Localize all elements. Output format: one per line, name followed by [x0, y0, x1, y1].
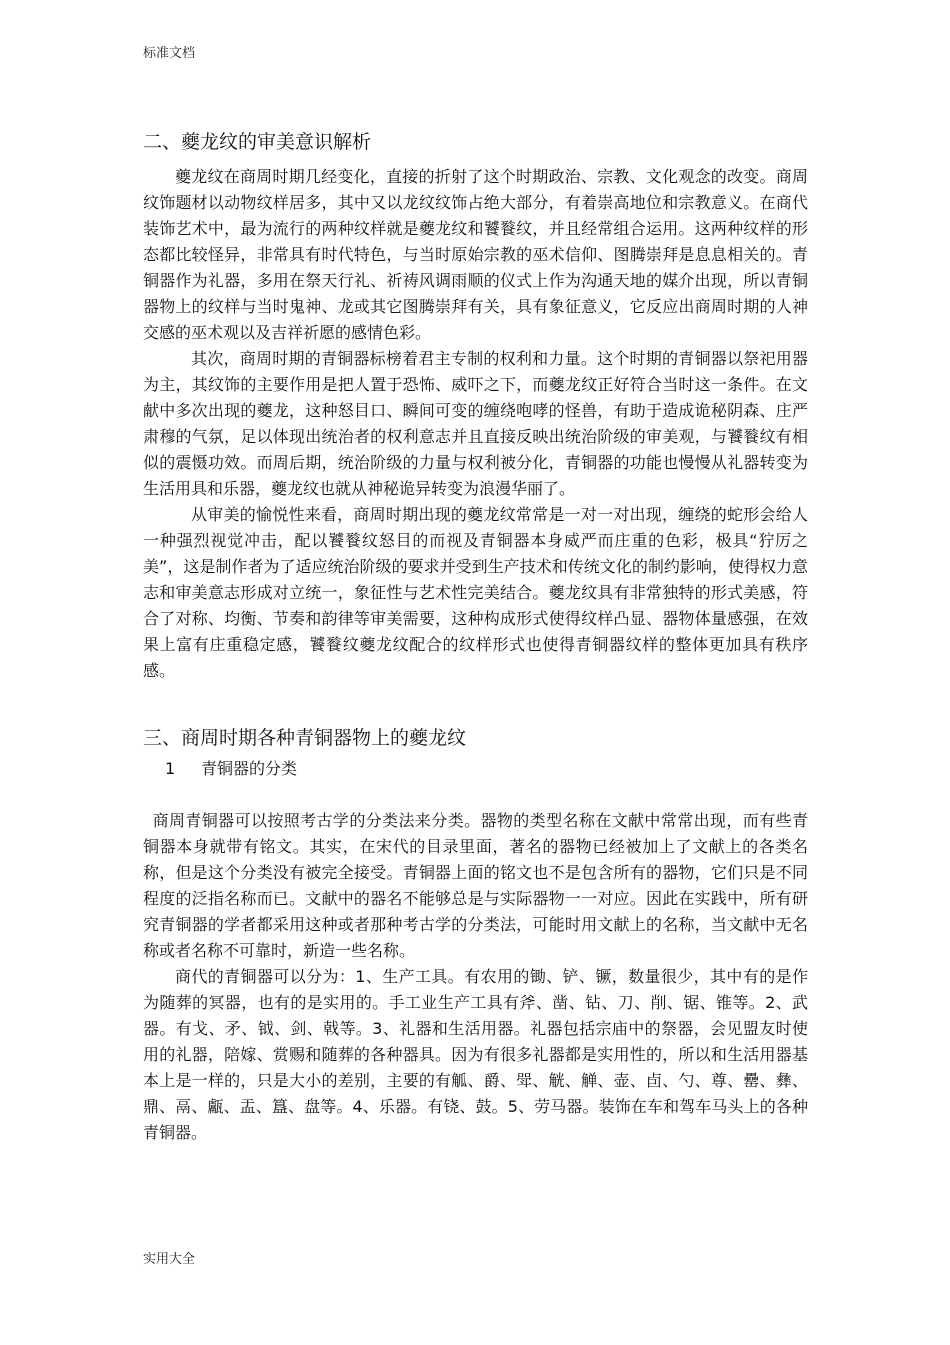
- page-footer: 实用大全: [143, 1252, 196, 1267]
- section-2-paragraph-2: 其次，商周时期的青铜器标榜着君主专制的权利和力量。这个时期的青铜器以祭祀用器为主，其纹饰的主要作用是把人置于恐怖、威吓之下，而夔龙纹正好符合当时这一条件。在文献中多次出现的夔龙，这种怒目口、瞬间可变的缠绕咆哮的怪兽，有助于造成诡秘阴森、庄严肃穆的气氛，足以体现出统治者的权利意志并且直接反映出统治阶级的审美观，与饕餮纹有相似的震慑功效。而周后期，统治阶级的力量与权利被分化，青铜器的功能也慢慢从礼器转变为生活用具和乐器，夔龙纹也就从神秘诡异转变为浪漫华丽了。: [143, 349, 808, 498]
- section-2-title: 二、夔龙纹的审美意识解析: [143, 131, 372, 153]
- section-3-subheading: [165, 756, 808, 782]
- section-2-paragraph-3: 从审美的愉悦性来看，商周时期出现的夔龙纹常常是一对一对出现，缠绕的蛇形会给人一种强烈视觉冲击，配以饕餮纹怒目的而视及青铜器本身威严而庄重的色彩，极具“狞厉之美”，这是制作者为了适应统治阶级的要求并受到生产技术和传统文化的制约影响，使得权力意志和审美意志形成对立统一，象征性与艺术性完美结合。夔龙纹具有非常独特的形式美感，符合了对称、均衡、节奏和韵律等审美需要，这种构成形式使得纹样凸显、器物体量感强，在效果上富有庄重稳定感，饕餮纹夔龙纹配合的纹样形式也使得青铜器纹样的整体更加具有秩序感。: [143, 505, 808, 680]
- subheading-text: 青铜器的分类: [201, 759, 298, 778]
- section-2-paragraph-1: 夔龙纹在商周时期几经变化，直接的折射了这个时期政治、宗教、文化观念的改变。商周纹饰题材以动物纹样居多，其中又以龙纹纹饰占绝大部分，有着崇高地位和宗教意义。在商代装饰艺术中，最为流行的两种纹样就是夔龙纹和饕餮纹，并且经常组合运用。这两种纹样的形态都比较怪异，非常具有时代特色，与当时原始宗教的巫术信仰、图腾崇拜是息息相关的。青铜器作为礼器，多用在祭天行礼、祈祷风调雨顺的仪式上作为沟通天地的媒介出现，所以青铜器物上的纹样与当时鬼神、龙或其它图腾崇拜有关，具有象征意义，它反应出商周时期的人神交感的巫术观以及吉祥祈愿的感情色彩。: [143, 167, 808, 342]
- page-header: 标准文档: [143, 46, 196, 61]
- document-body: [143, 128, 808, 1146]
- section-3-paragraph-2: 商代的青铜器可以分为：1、生产工具。有农用的锄、铲、镢，数量很少，其中有的是作为随葬的冥器，也有的是实用的。手工业生产工具有斧、凿、钻、刀、削、锯、锥等。2、武器。有戈、矛、钺、剑、戟等。3、礼器和生活用器。礼器包括宗庙中的祭器，会见盟友时使用的礼器，陪嫁、赏赐和随葬的各种器具。因为有很多礼器都是实用性的，所以和生活用器基本上是一样的，只是大小的差别，主要的有觚、爵、斝、觥、觯、壶、卣、勺、尊、罍、彝、鼎、鬲、甗、盂、簋、盘等。4、乐器。有铙、鼓。5、劳马器。装饰在车和驾车马头上的各种青铜器。: [143, 967, 808, 1142]
- section-3-title: 三、商周时期各种青铜器物上的夔龙纹: [143, 727, 467, 749]
- subheading-number: 1: [165, 759, 176, 778]
- section-3-paragraph-1: 商周青铜器可以按照考古学的分类法来分类。器物的类型名称在文献中常常出现，而有些青铜器本身就带有铭文。其实，在宋代的目录里面，著名的器物已经被加上了文献上的各类名称，但是这个分类没有被完全接受。青铜器上面的铭文也不是包含所有的器物，它们只是不同程度的泛指名称而已。文献中的器名不能够总是与实际器物一一对应。因此在实践中，所有研究青铜器的学者都采用这种或者那种考古学的分类法，可能时用文献上的名称，当文献中无名称或者名称不可靠时，新造一些名称。: [143, 811, 808, 960]
